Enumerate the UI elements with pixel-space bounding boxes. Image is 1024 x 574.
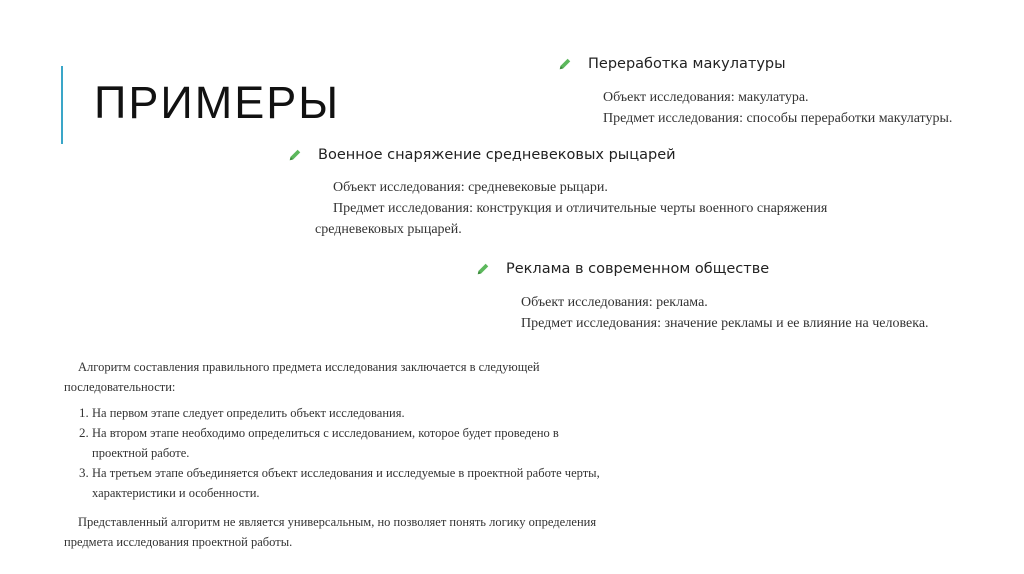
algorithm-intro: Алгоритм составления правильного предмета исследования заключается в следующей последовательности: [64,360,540,394]
algorithm-step: 1. На первом этапе следует определить объект исследования. [92,403,604,423]
algorithm-step: 3. На третьем этапе объединяется объект исследования и исследуемые в проектной работе черты, характеристики и особенности. [92,463,604,503]
research-object: Объект исследования: макулатура. [603,90,809,105]
example-advertising [476,261,929,334]
research-subject: Предмет исследования: способы переработки макулатуры. [603,111,953,126]
research-object: Объект исследования: реклама. [521,295,708,310]
example-heading [288,147,875,163]
research-subject-text: Предмет исследования: конструкция и отличительные черты военного снаряжения средневековых рыцарей. [315,201,828,237]
slide-title: ПРИМЕРЫ [94,77,341,128]
example-recycling [558,56,952,129]
pencil-icon [476,262,490,276]
research-subject: Предмет исследования: значение рекламы и ее влияние на человека. [521,316,929,331]
algorithm-steps [64,403,604,503]
example-heading [558,56,952,72]
example-body [603,87,952,129]
example-body [521,292,929,334]
algorithm-conclusion: Представленный алгоритм не является универсальным, но позволяет понять логику определения предмета исследования проектной работы. [64,515,597,549]
example-knights [288,147,875,240]
example-heading-text: Реклама в современном обществе [506,261,770,277]
pencil-icon [288,148,302,162]
research-object: Объект исследования: средневековые рыцари. [333,180,608,195]
algorithm-section [64,357,604,552]
pencil-icon [558,57,572,71]
research-subject [315,198,875,240]
example-heading-text: Переработка макулатуры [588,56,786,72]
example-heading [476,261,929,277]
title-accent-bar [61,66,63,144]
algorithm-step: 2. На втором этапе необходимо определиться с исследованием, которое будет проведено в проектной работе. [92,423,604,463]
example-body [315,177,875,240]
example-heading-text: Военное снаряжение средневековых рыцарей [318,147,676,163]
